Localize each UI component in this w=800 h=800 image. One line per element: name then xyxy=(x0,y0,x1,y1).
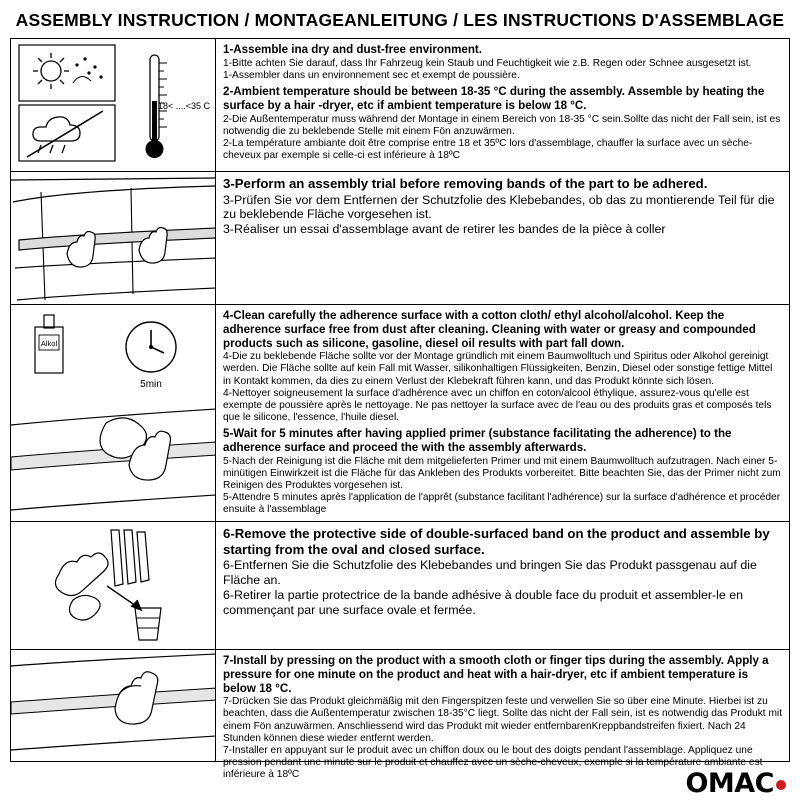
step-2-fr: 2-La température ambiante doit être comprise entre 18 et 35ºC lors d'assemblage, chauffer la surface avec un sèche-cheveux par exemple si celle-ci est inférieure à 18ºC xyxy=(223,137,753,162)
step-6-text xyxy=(216,522,789,649)
step-5-en: 5-Wait for 5 minutes after having applied primer (substance facilitating the adherence) to the adherence surface and proceed the with the assembly afterwards. xyxy=(223,427,732,454)
step-3-de: 3-Prüfen Sie vor dem Entfernen der Schutzfolie des Klebebandes, ob das zu montierende Teil für die zu beklebende Fläche vorgesehen ist. xyxy=(223,192,775,222)
step-3-text xyxy=(216,172,789,304)
logo-text: OMAC xyxy=(685,768,774,799)
logo-dot-icon xyxy=(776,780,786,790)
step-7-en: 7-Install by pressing on the product with a smooth cloth or finger tips during the assembly. Apply a pressure for one minute on the product and heat with a hair-dryer, etc if ambient temperature is below 18 °C. xyxy=(223,654,769,695)
step-4-en: 4-Clean carefully the adherence surface with a cotton cloth/ ethyl alcohol/alcohol. Keep the adherence surface free from dust after cleaning. Cleaning with water or greasy and compounded products such as silicone, gasoline, diesel oil results with part fall down. xyxy=(223,309,756,350)
step-2-de: 2-Die Außentemperatur muss während der Montage in einem Bereich von 18-35 °C sein.Sollte das nicht der Fall sein, ist es notwendig die zu beklebende Stelle mit einem Fön anzuwärmen. xyxy=(223,113,781,137)
omac-logo xyxy=(685,768,786,799)
step-3-fr: 3-Réaliser un essai d'assemblage avant de retirer les bandes de la pièce à coller xyxy=(223,222,666,237)
step-6-de: 6-Entfernen Sie die Schutzfolie des Klebebandes und bringen Sie das Produkt passgenau auf die Fläche an. xyxy=(223,558,757,588)
step-7-text xyxy=(216,650,789,781)
temperature-range-label: 18< ....<35 C xyxy=(157,101,211,111)
illustration-step-4-5 xyxy=(11,305,216,521)
step-1-en: 1-Assemble ina dry and dust-free environment. xyxy=(223,43,482,56)
step-2-en: 2-Ambient temperature should be between 18-35 °C during the assembly. Assemble by heating the surface by a hair -dryer, etc if ambient temperature is below 18 °C. xyxy=(223,85,765,112)
timer-label: 5min xyxy=(140,379,162,390)
illustration-step-3 xyxy=(11,172,216,304)
step-4-de: 4-Die zu beklebende Fläche sollte vor der Montage gründlich mit einem Baumwolltuch und Spiritus oder Alkohol gereinigt werden. Die Fläche sollte auf kein Fall mit Wasser, silikonhaltigen Flüssigkeiten, Benzin, Diesel oder sonstige fettige Mittel in Kontakt kommen, da dies zu einem Verlust der Klebekraft führen kann, und das Produkt könnte sich lösen. xyxy=(223,351,773,387)
illustration-step-1-2 xyxy=(11,39,216,171)
illustration-step-6 xyxy=(11,522,216,649)
step-4-5-text xyxy=(216,305,789,521)
alcohol-label: Alkol xyxy=(40,339,58,348)
footer xyxy=(10,762,790,799)
step-1-de: 1-Bitte achten Sie darauf, dass Ihr Fahrzeug kein Staub und Feuchtigkeit wie z.B. Regen oder Schnee ausgesetzt ist. xyxy=(223,57,752,69)
table-row xyxy=(11,650,789,781)
instruction-table xyxy=(10,38,790,781)
step-1-2-text xyxy=(216,39,789,171)
step-5-de: 5-Nach der Reinigung ist die Fläche mit dem mitgelieferten Primer und mit einem Baumwolltuch aufzutragen. Nach einer 5-minütigen Einwirkzeit ist die Fläche für das Ankleben des Produkts vorbereitet. Bitte beachten Sie, das der Primer nicht zum Reinigen des Produktes vorgesehen ist. xyxy=(223,455,781,492)
step-7-fr: 7-Installer en appuyant sur le produit avec un chiffon doux ou le bout des doigts pendant l'assemblage. Appliquez une pression pendant une minute sur le produit et chauffez avec un sèche-cheveux, exemple si la température ambiante est inférieure à 18ºC xyxy=(223,744,763,781)
table-row xyxy=(11,305,789,522)
step-3-en: 3-Perform an assembly trial before removing bands of the part to be adhered. xyxy=(223,176,708,191)
step-6-fr: 6-Retirer la partie protectrice de la bande adhésive à double face du produit et assembler-le en commençant par une surface ovale et fermée. xyxy=(223,587,744,617)
step-4-fr: 4-Nettoyer soigneusement la surface d'adhérence avec un chiffon en coton/alcool éthylique, assurez-vous qu'elle est exempte de poussière après le nettoyage. Ne pas nettoyer la surface avec de l'eau ou des produits gras et composés tels que le silicone, l'essence, l'huile diesel. xyxy=(223,387,772,424)
step-7-de: 7-Drücken Sie das Produkt gleichmäßig mit den Fingerspitzen feste und verwellen Sie so über eine Minute. Hierbei ist zu beachten, dass die Außentemperatur zwischen 18-35°C liegt. Sollte das nicht der Fall sein, ist es notwendig das Produkt mit einem Fön anzuwärmen. Anschliessend wird das Produkt mit wieder entfernbarenKreppbandstreifen fixiert. Nach 24 Stunden können diese wieder entfernt werden. xyxy=(223,696,783,744)
page-title: ASSEMBLY INSTRUCTION / MONTAGEANLEITUNG / LES INSTRUCTIONS D'ASSEMBLAGE xyxy=(15,10,785,30)
table-row xyxy=(11,522,789,650)
step-6-en: 6-Remove the protective side of double-surfaced band on the product and assemble by starting from the oval and closed surface. xyxy=(223,526,770,557)
table-row xyxy=(11,172,789,305)
illustration-step-7 xyxy=(11,650,216,761)
step-5-fr: 5-Attendre 5 minutes après l'application de l'apprêt (substance facilitant l'adhérence) sur la surface d'adhérence et procéder ensuite à l'assemblage xyxy=(223,492,781,516)
table-row xyxy=(11,39,789,172)
step-1-fr: 1-Assembler dans un environnement sec et exempt de poussière. xyxy=(223,69,520,81)
